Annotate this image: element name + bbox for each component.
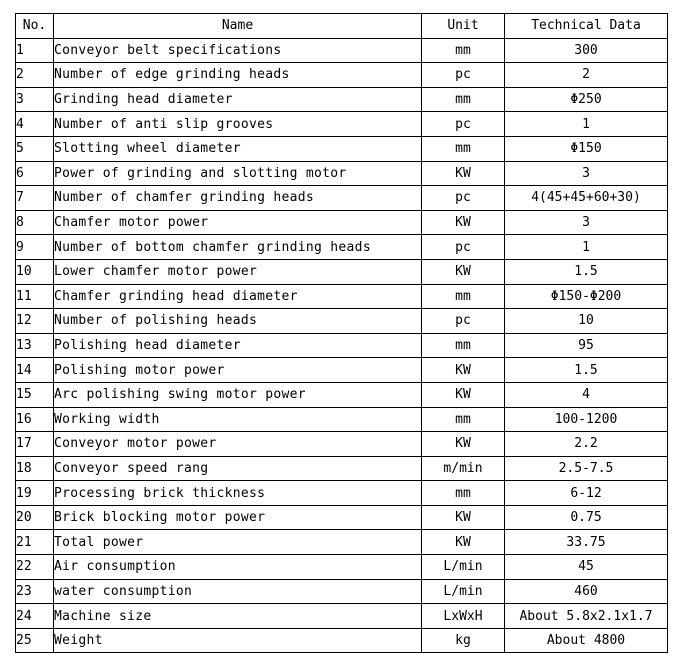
cell-unit: mm (422, 284, 505, 309)
cell-name: Conveyor speed rang (54, 456, 422, 481)
cell-name: Processing brick thickness (54, 481, 422, 506)
cell-no: 20 (16, 505, 54, 530)
table-row (16, 161, 668, 186)
table-row (16, 259, 668, 284)
cell-unit: mm (422, 407, 505, 432)
header-technical-data: Technical Data (505, 14, 668, 39)
cell-name: Number of bottom chamfer grinding heads (54, 235, 422, 260)
table-row (16, 530, 668, 555)
cell-no: 19 (16, 481, 54, 506)
table-row (16, 112, 668, 137)
cell-technical-data: About 5.8x2.1x1.7 (505, 604, 668, 629)
cell-no: 12 (16, 309, 54, 334)
cell-no: 4 (16, 112, 54, 137)
cell-name: Number of anti slip grooves (54, 112, 422, 137)
table-header-row (16, 14, 668, 39)
cell-name: Polishing head diameter (54, 333, 422, 358)
cell-name: Chamfer motor power (54, 210, 422, 235)
header-no: No. (16, 14, 54, 39)
cell-unit: KW (422, 259, 505, 284)
cell-name: water consumption (54, 579, 422, 604)
cell-no: 22 (16, 555, 54, 580)
cell-unit: KW (422, 210, 505, 235)
cell-unit: pc (422, 186, 505, 211)
table-row (16, 309, 668, 334)
cell-name: Slotting wheel diameter (54, 136, 422, 161)
header-unit: Unit (422, 14, 505, 39)
table-row (16, 136, 668, 161)
cell-unit: kg (422, 628, 505, 653)
cell-name: Grinding head diameter (54, 87, 422, 112)
table-row (16, 333, 668, 358)
cell-no: 11 (16, 284, 54, 309)
cell-unit: mm (422, 136, 505, 161)
table-row (16, 210, 668, 235)
table-row (16, 38, 668, 63)
cell-no: 14 (16, 358, 54, 383)
table-row (16, 284, 668, 309)
cell-unit: pc (422, 235, 505, 260)
cell-technical-data: 4 (505, 382, 668, 407)
cell-unit: KW (422, 530, 505, 555)
cell-no: 25 (16, 628, 54, 653)
table-row (16, 456, 668, 481)
cell-technical-data: Φ150-Φ200 (505, 284, 668, 309)
cell-technical-data: 45 (505, 555, 668, 580)
table-row (16, 505, 668, 530)
table-row (16, 579, 668, 604)
cell-name: Brick blocking motor power (54, 505, 422, 530)
cell-no: 21 (16, 530, 54, 555)
table-row (16, 87, 668, 112)
cell-name: Weight (54, 628, 422, 653)
cell-no: 23 (16, 579, 54, 604)
cell-unit: pc (422, 63, 505, 88)
cell-unit: LxWxH (422, 604, 505, 629)
cell-unit: pc (422, 112, 505, 137)
cell-name: Air consumption (54, 555, 422, 580)
cell-technical-data: Φ250 (505, 87, 668, 112)
table-row (16, 604, 668, 629)
cell-technical-data: 300 (505, 38, 668, 63)
cell-no: 13 (16, 333, 54, 358)
table-row (16, 407, 668, 432)
cell-unit: L/min (422, 555, 505, 580)
table-row (16, 186, 668, 211)
cell-technical-data: 0.75 (505, 505, 668, 530)
cell-technical-data: 1 (505, 235, 668, 260)
cell-name: Total power (54, 530, 422, 555)
cell-name: Number of edge grinding heads (54, 63, 422, 88)
cell-no: 3 (16, 87, 54, 112)
cell-no: 24 (16, 604, 54, 629)
cell-technical-data: 460 (505, 579, 668, 604)
cell-unit: mm (422, 481, 505, 506)
technical-data-table (15, 13, 668, 653)
cell-name: Power of grinding and slotting motor (54, 161, 422, 186)
table-row (16, 628, 668, 653)
cell-name: Working width (54, 407, 422, 432)
cell-technical-data: About 4800 (505, 628, 668, 653)
cell-no: 10 (16, 259, 54, 284)
cell-technical-data: 33.75 (505, 530, 668, 555)
cell-technical-data: 3 (505, 210, 668, 235)
table-row (16, 63, 668, 88)
header-name: Name (54, 14, 422, 39)
cell-name: Conveyor belt specifications (54, 38, 422, 63)
cell-name: Lower chamfer motor power (54, 259, 422, 284)
table-row (16, 555, 668, 580)
table-row (16, 358, 668, 383)
cell-name: Conveyor motor power (54, 432, 422, 457)
cell-unit: pc (422, 309, 505, 334)
table-row (16, 382, 668, 407)
cell-unit: KW (422, 382, 505, 407)
cell-unit: KW (422, 161, 505, 186)
cell-no: 6 (16, 161, 54, 186)
cell-no: 5 (16, 136, 54, 161)
cell-unit: m/min (422, 456, 505, 481)
cell-technical-data: 1.5 (505, 259, 668, 284)
cell-name: Arc polishing swing motor power (54, 382, 422, 407)
cell-technical-data: 3 (505, 161, 668, 186)
cell-no: 17 (16, 432, 54, 457)
cell-name: Polishing motor power (54, 358, 422, 383)
cell-unit: KW (422, 358, 505, 383)
cell-no: 18 (16, 456, 54, 481)
cell-technical-data: 1.5 (505, 358, 668, 383)
table-row (16, 235, 668, 260)
cell-unit: mm (422, 333, 505, 358)
cell-unit: KW (422, 432, 505, 457)
cell-technical-data: 10 (505, 309, 668, 334)
cell-technical-data: 1 (505, 112, 668, 137)
cell-no: 1 (16, 38, 54, 63)
table-row (16, 481, 668, 506)
cell-unit: mm (422, 87, 505, 112)
cell-technical-data: 100-1200 (505, 407, 668, 432)
cell-no: 7 (16, 186, 54, 211)
cell-name: Number of polishing heads (54, 309, 422, 334)
cell-unit: KW (422, 505, 505, 530)
cell-unit: mm (422, 38, 505, 63)
cell-technical-data: Φ150 (505, 136, 668, 161)
cell-technical-data: 2 (505, 63, 668, 88)
cell-name: Machine size (54, 604, 422, 629)
cell-no: 15 (16, 382, 54, 407)
cell-technical-data: 4(45+45+60+30) (505, 186, 668, 211)
cell-unit: L/min (422, 579, 505, 604)
cell-technical-data: 6-12 (505, 481, 668, 506)
cell-name: Number of chamfer grinding heads (54, 186, 422, 211)
cell-no: 9 (16, 235, 54, 260)
cell-no: 2 (16, 63, 54, 88)
cell-no: 16 (16, 407, 54, 432)
cell-technical-data: 2.2 (505, 432, 668, 457)
cell-name: Chamfer grinding head diameter (54, 284, 422, 309)
table-row (16, 432, 668, 457)
cell-no: 8 (16, 210, 54, 235)
cell-technical-data: 95 (505, 333, 668, 358)
cell-technical-data: 2.5-7.5 (505, 456, 668, 481)
